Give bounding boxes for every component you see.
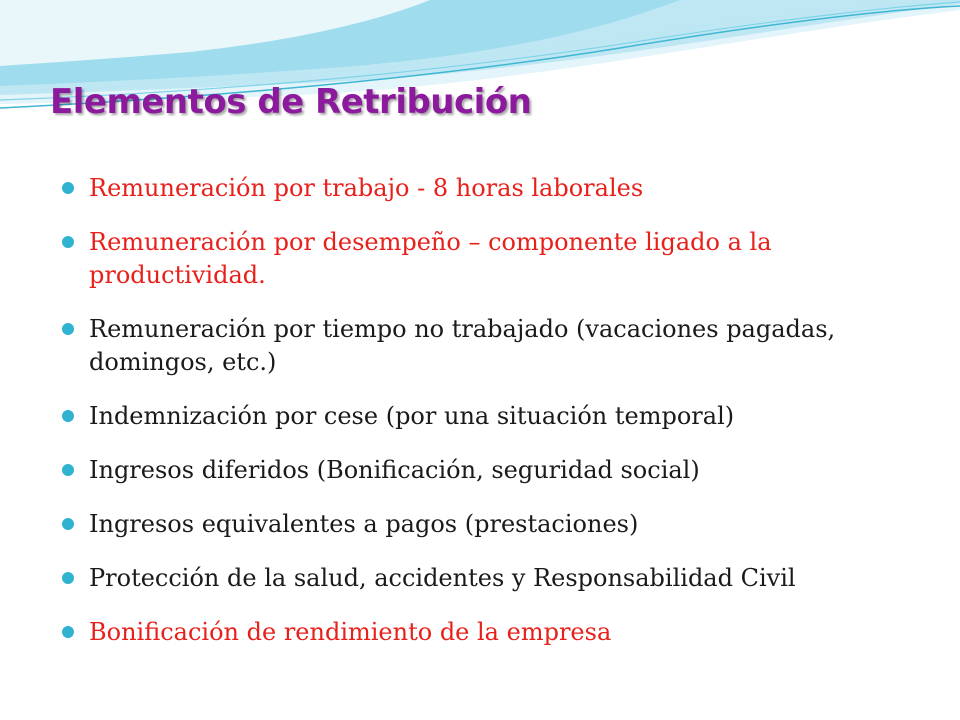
bullet-dot-icon	[62, 182, 74, 194]
bullet-item	[62, 562, 902, 595]
bullet-dot-icon	[62, 464, 74, 476]
bullet-text: Remuneración por tiempo no trabajado (vacaciones pagadas, domingos, etc.)	[89, 315, 836, 376]
bullet-text: Ingresos equivalentes a pagos (prestaciones)	[89, 510, 639, 538]
bullet-item	[62, 616, 902, 649]
bullet-text: Indemnización por cese (por una situación temporal)	[89, 402, 735, 430]
bullet-dot-icon	[62, 572, 74, 584]
bullet-dot-icon	[62, 323, 74, 335]
bullet-item	[62, 313, 902, 379]
bullet-text: Remuneración por desempeño – componente ligado a la productividad.	[89, 228, 772, 289]
bullet-text: Bonificación de rendimiento de la empresa	[89, 618, 612, 646]
bullet-text: Ingresos diferidos (Bonificación, seguridad social)	[89, 456, 700, 484]
bullet-dot-icon	[62, 410, 74, 422]
bullet-text: Protección de la salud, accidentes y Responsabilidad Civil	[89, 564, 796, 592]
bullet-item	[62, 508, 902, 541]
bullet-text: Remuneración por trabajo - 8 horas laborales	[89, 174, 644, 202]
bullet-item	[62, 400, 902, 433]
slide-title: Elementos de Retribución	[50, 82, 532, 122]
bullet-dot-icon	[62, 236, 74, 248]
bullet-dot-icon	[62, 626, 74, 638]
bullet-item	[62, 172, 902, 205]
bullet-dot-icon	[62, 518, 74, 530]
bullet-item	[62, 226, 902, 292]
bullet-list	[62, 172, 902, 670]
bullet-item	[62, 454, 902, 487]
